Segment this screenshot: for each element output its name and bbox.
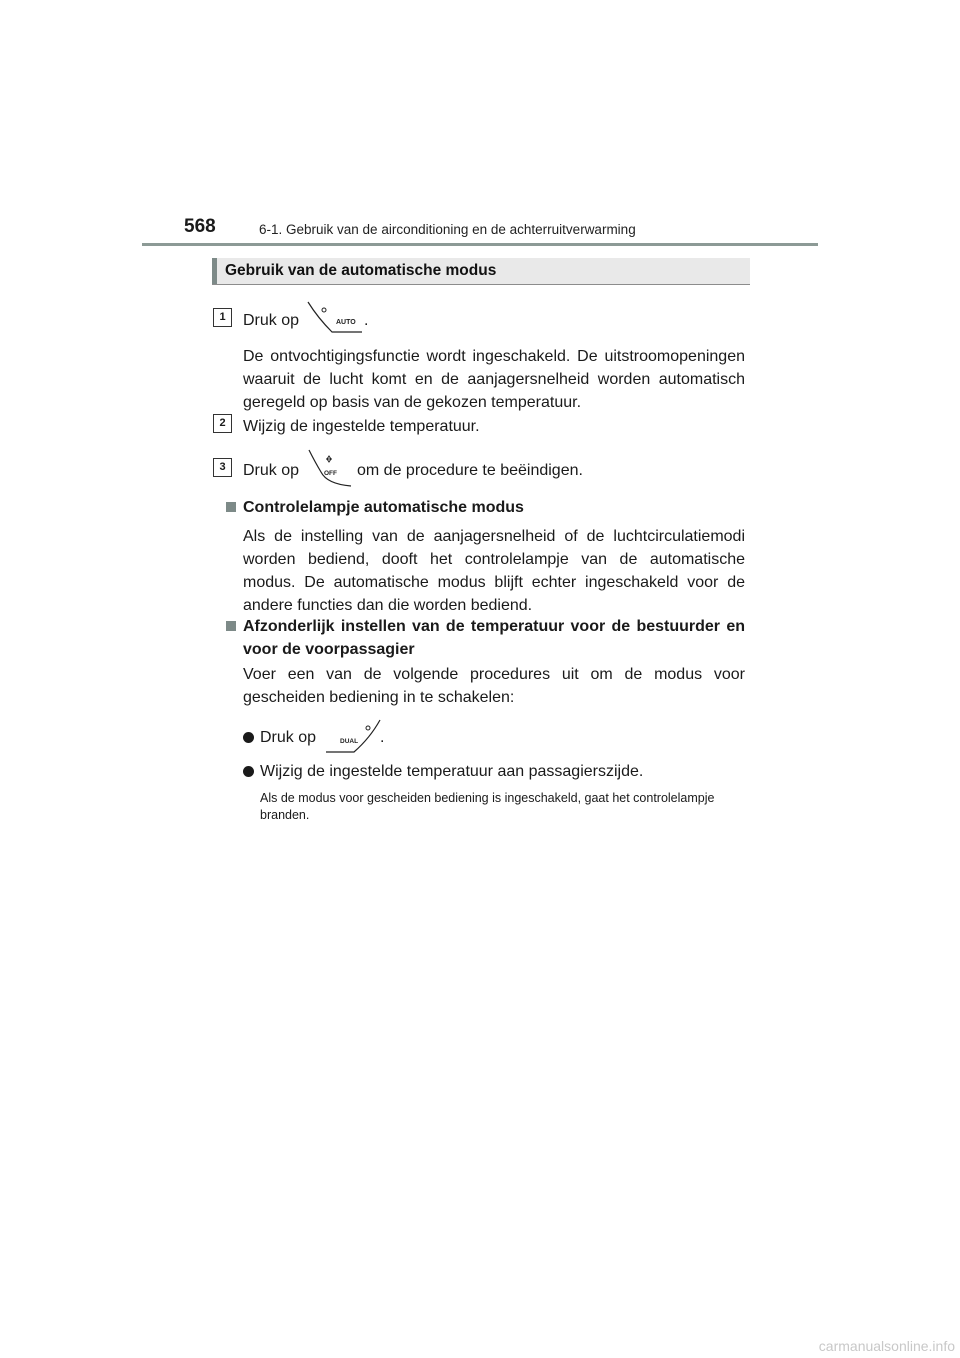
bullet-1-suffix: . — [380, 729, 385, 746]
note-1-heading: Controlelampje automatische modus — [243, 499, 524, 516]
note-marker-2 — [226, 621, 236, 631]
auto-button-label: AUTO — [336, 319, 356, 326]
step-number-1: 1 — [213, 308, 232, 327]
step-number-3: 3 — [213, 458, 232, 477]
page-number: 568 — [184, 216, 216, 237]
dual-button-icon — [324, 716, 385, 754]
step-2-text: Wijzig de ingestelde temperatuur. — [243, 418, 480, 435]
auto-button-icon — [302, 300, 364, 336]
watermark: carmanualsonline.info — [818, 1338, 955, 1354]
section-heading-bar — [212, 258, 750, 285]
header-divider — [142, 243, 818, 246]
section-title: Gebruik van de automatische modus — [225, 262, 497, 279]
step-3-prefix: Druk op — [243, 462, 300, 479]
step-3-suffix: om de procedure te beëindigen. — [357, 462, 583, 479]
step-1-description: De ontvochtigingsfunctie wordt ingeschakeld. De uitstroomopeningen waaruit de lucht komt en de aanjagersnelheid worden automatisch geregeld op basis van de gekozen temperatuur. — [243, 348, 745, 411]
note-marker-1 — [226, 502, 236, 512]
step-1-prefix: Druk op — [243, 312, 300, 329]
fan-off-button-icon — [305, 448, 353, 488]
section-accent — [212, 258, 217, 284]
bullet-dot-1 — [243, 732, 254, 743]
fan-off-button-label: OFF — [324, 470, 337, 477]
chapter-title: 6-1. Gebruik van de airconditioning en de achterruitverwarming — [259, 222, 636, 237]
step-number-2: 2 — [213, 414, 232, 433]
bullet-2-text: Wijzig de ingestelde temperatuur aan passagierszijde. — [260, 763, 644, 780]
note-2-heading: Afzonderlijk instellen van de temperatuur voor de bestuurder en voor de voorpassagier — [243, 618, 745, 658]
step-1-suffix: . — [364, 312, 369, 329]
bullet-dot-2 — [243, 766, 254, 777]
note-1-body: Als de instelling van de aanjagersnelheid of de luchtcirculatiemodi worden bediend, dooft het controlelampje van de automatische modus. De automatische modus blijft echter ingeschakeld voor de andere functies dan die worden bediend. — [243, 528, 745, 614]
small-note: Als de modus voor gescheiden bediening is ingeschakeld, gaat het controlelampje branden. — [260, 791, 715, 822]
note-2-body: Voer een van de volgende procedures uit om de modus voor gescheiden bediening in te schakelen: — [243, 666, 745, 706]
bullet-1-prefix: Druk op — [260, 729, 317, 746]
dual-button-label: DUAL — [340, 738, 359, 745]
